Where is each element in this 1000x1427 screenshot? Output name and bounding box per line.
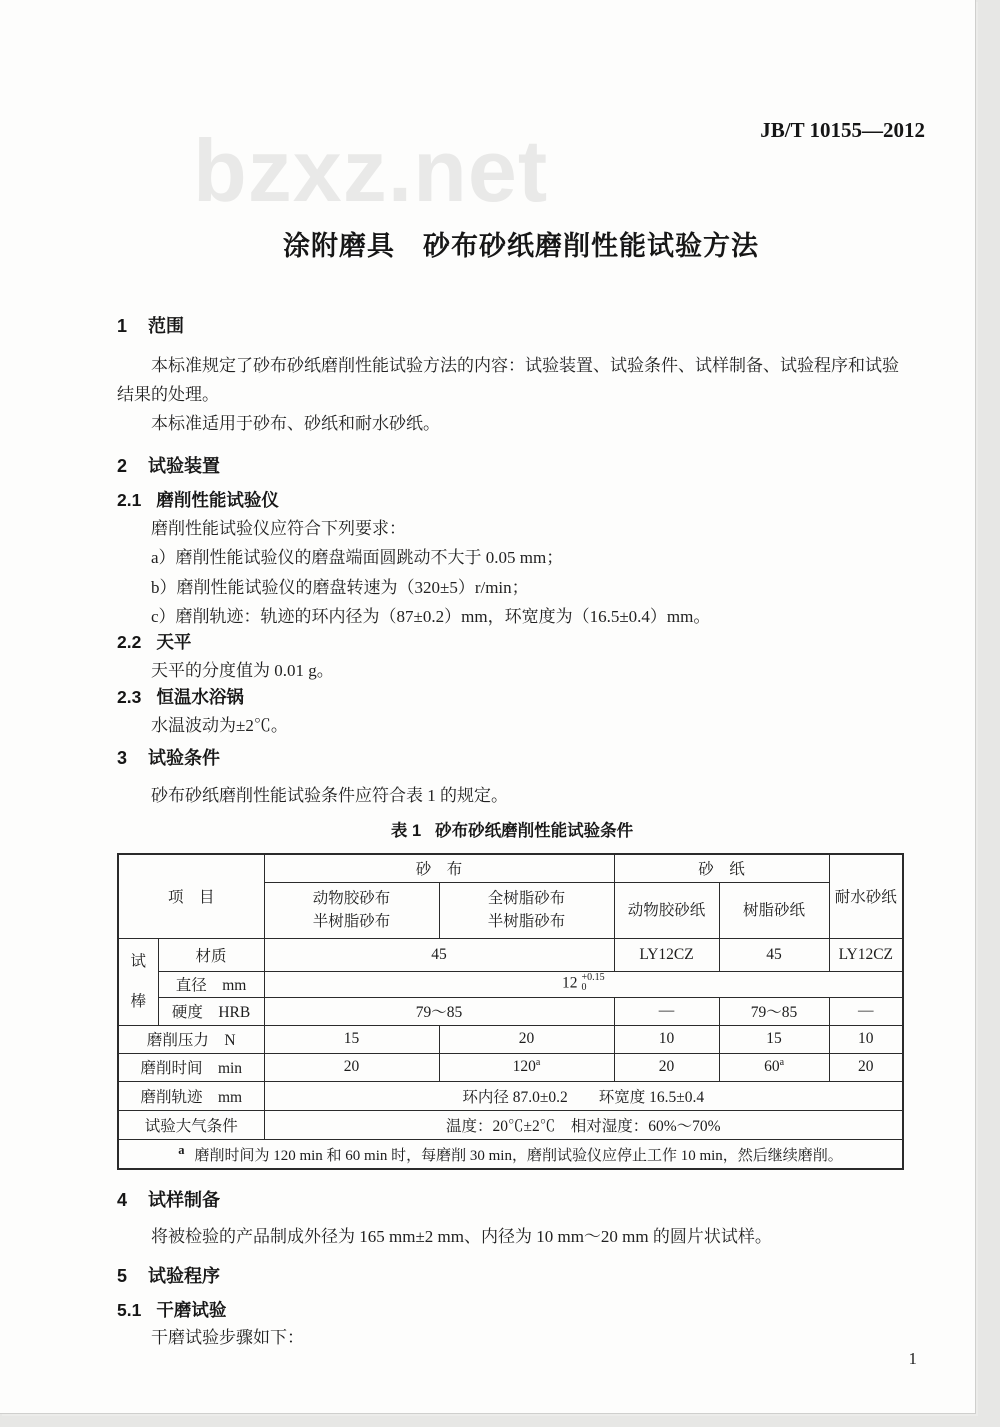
section-2-heading (117, 452, 917, 478)
section-2-2-number: 2.2 (117, 632, 142, 652)
cell-material-paper2: 45 (719, 938, 829, 971)
table-1-caption-label: 表 1 (390, 822, 422, 840)
section-4-number: 4 (117, 1190, 128, 1210)
standard-code: JB/T 10155—2012 (760, 118, 925, 142)
section-2-1-number: 2.1 (117, 490, 142, 510)
cell-material-paper1: LY12CZ (614, 938, 719, 971)
cell-time-2 (439, 1053, 614, 1081)
section-5-number: 5 (117, 1266, 128, 1286)
row-diameter-label: 直径 mm (158, 971, 264, 997)
cell-pressure-1: 15 (264, 1025, 439, 1053)
time-4-footnote-marker: a (779, 1056, 785, 1068)
section-2-1-item-a: a）磨削性能试验仪的磨盘端面圆跳动不大于 0.05 mm； (151, 548, 564, 567)
section-5-title: 试验程序 (148, 1266, 221, 1286)
table-1-caption-title: 砂布砂纸磨削性能试验条件 (435, 822, 634, 840)
section-3-number: 3 (117, 748, 128, 768)
row-track-label: 磨削轨迹 mm (118, 1081, 264, 1110)
section-3-title: 试验条件 (148, 748, 221, 768)
section-5-1-number: 5.1 (117, 1300, 142, 1320)
section-2-2-title: 天平 (156, 632, 192, 652)
watermark-text: bzxz.net (193, 121, 549, 220)
diameter-tolerance-upper: +0.15 (581, 972, 605, 983)
cell-track-value: 环内径 87.0±0.2 环宽度 16.5±0.4 (264, 1081, 903, 1110)
cell-time-5: 20 (829, 1053, 903, 1081)
section-1-paragraph-2: 本标准适用于砂布、砂纸和耐水砂纸。 (151, 414, 440, 433)
row-hardness-label: 硬度 HRB (158, 997, 264, 1025)
section-2-3-number: 2.3 (117, 687, 142, 707)
footnote-text: 磨削时间为 120 min 和 60 min 时，每磨削 30 min，磨削试验仪应停止工作 10 min，然后继续磨削。 (194, 1147, 843, 1164)
page-number: 1 (908, 1349, 917, 1368)
section-5-1-title: 干磨试验 (156, 1300, 227, 1320)
section-4-title: 试样制备 (148, 1190, 221, 1210)
table-footnote (118, 1139, 903, 1169)
cell-time-4 (719, 1053, 829, 1081)
time-2-base: 120 (512, 1058, 536, 1075)
row-atmosphere-label: 试验大气条件 (118, 1110, 264, 1139)
header-item-cell: 项 目 (118, 854, 264, 938)
time-2-footnote-marker: a (535, 1056, 541, 1068)
section-3-heading (117, 744, 917, 770)
section-5-heading (117, 1262, 917, 1288)
diameter-tolerance-lower: 0 (581, 982, 587, 993)
cell-hardness-cloth: 79～85 (264, 997, 614, 1025)
section-2-1-title: 磨削性能试验仪 (156, 490, 279, 510)
section-5-1-heading (117, 1297, 917, 1322)
section-4-paragraph: 将被检验的产品制成外径为 165 mm±2 mm、内径为 10 mm～20 mm 的圆片状试样。 (151, 1227, 772, 1246)
header-cloth2-line1: 全树脂砂布 (487, 890, 566, 907)
header-cloth-full-resin (439, 882, 614, 938)
section-2-2-paragraph: 天平的分度值为 0.01 g。 (151, 661, 334, 680)
cell-hardness-waterproof: — (829, 997, 903, 1025)
section-5-1-paragraph: 干磨试验步骤如下： (151, 1328, 304, 1347)
section-2-1-heading (117, 487, 917, 512)
header-cloth2-line2: 半树脂砂布 (487, 913, 566, 930)
cell-atmosphere-value: 温度：20℃±2℃ 相对湿度：60%～70% (264, 1110, 903, 1139)
section-2-3-paragraph: 水温波动为±2℃。 (151, 716, 288, 735)
document-title: 涂附磨具 砂布砂纸磨削性能试验方法 (283, 231, 759, 261)
header-group-cloth: 砂 布 (264, 854, 614, 882)
diameter-base: 12 (561, 974, 578, 992)
section-3-paragraph: 砂布砂纸磨削性能试验条件应符合表 1 的规定。 (151, 786, 508, 805)
header-paper-resin: 树脂砂纸 (719, 882, 829, 938)
cell-hardness-paper1: — (614, 997, 719, 1025)
row-group-test-rod (118, 938, 158, 1025)
header-group-paper: 砂 纸 (614, 854, 829, 882)
section-2-1-item-b: b）磨削性能试验仪的磨盘转速为（320±5）r/min； (151, 578, 529, 597)
row-pressure-label: 磨削压力 N (118, 1025, 264, 1053)
cell-diameter-value (264, 971, 903, 997)
cell-material-waterproof: LY12CZ (829, 938, 903, 971)
section-2-2-heading (117, 629, 917, 654)
cell-pressure-4: 15 (719, 1025, 829, 1053)
section-1-title: 范围 (148, 316, 185, 336)
section-2-1-intro: 磨削性能试验仪应符合下列要求： (151, 519, 406, 538)
section-4-heading (117, 1186, 917, 1212)
section-1-heading (117, 312, 917, 338)
row-material-label: 材质 (158, 938, 264, 971)
header-waterproof-paper: 耐水砂纸 (829, 854, 903, 938)
section-2-number: 2 (117, 456, 128, 476)
cell-pressure-2: 20 (439, 1025, 614, 1053)
section-1-number: 1 (117, 316, 128, 336)
section-2-1-item-c: c）磨削轨迹：轨迹的环内径为（87±0.2）mm，环宽度为（16.5±0.4）mm。 (151, 607, 711, 626)
footnote-marker: a (178, 1142, 185, 1157)
table-1-caption (117, 817, 907, 841)
section-2-3-title: 恒温水浴锅 (156, 687, 244, 707)
cell-time-3: 20 (614, 1053, 719, 1081)
cell-pressure-3: 10 (614, 1025, 719, 1053)
cell-time-1: 20 (264, 1053, 439, 1081)
test-rod-label: 试棒 (130, 952, 146, 1010)
section-2-title: 试验装置 (148, 456, 221, 476)
diameter-tolerance (581, 973, 604, 993)
header-cloth1-line2: 半树脂砂布 (312, 913, 391, 930)
header-cloth-animal-glue (264, 882, 439, 938)
section-1-paragraph-1: 本标准规定了砂布砂纸磨削性能试验方法的内容：试验装置、试验条件、试样制备、试验程序和试验结果的处理。 (117, 356, 899, 404)
time-4-base: 60 (764, 1058, 780, 1075)
header-cloth1-line1: 动物胶砂布 (312, 890, 391, 907)
section-2-3-heading (117, 684, 917, 709)
cell-material-cloth: 45 (264, 938, 614, 971)
table-1-test-conditions (117, 853, 904, 1170)
row-time-label: 磨削时间 min (118, 1053, 264, 1081)
cell-pressure-5: 10 (829, 1025, 903, 1053)
header-paper-animal-glue: 动物胶砂纸 (614, 882, 719, 938)
cell-hardness-paper2: 79～85 (719, 997, 829, 1025)
